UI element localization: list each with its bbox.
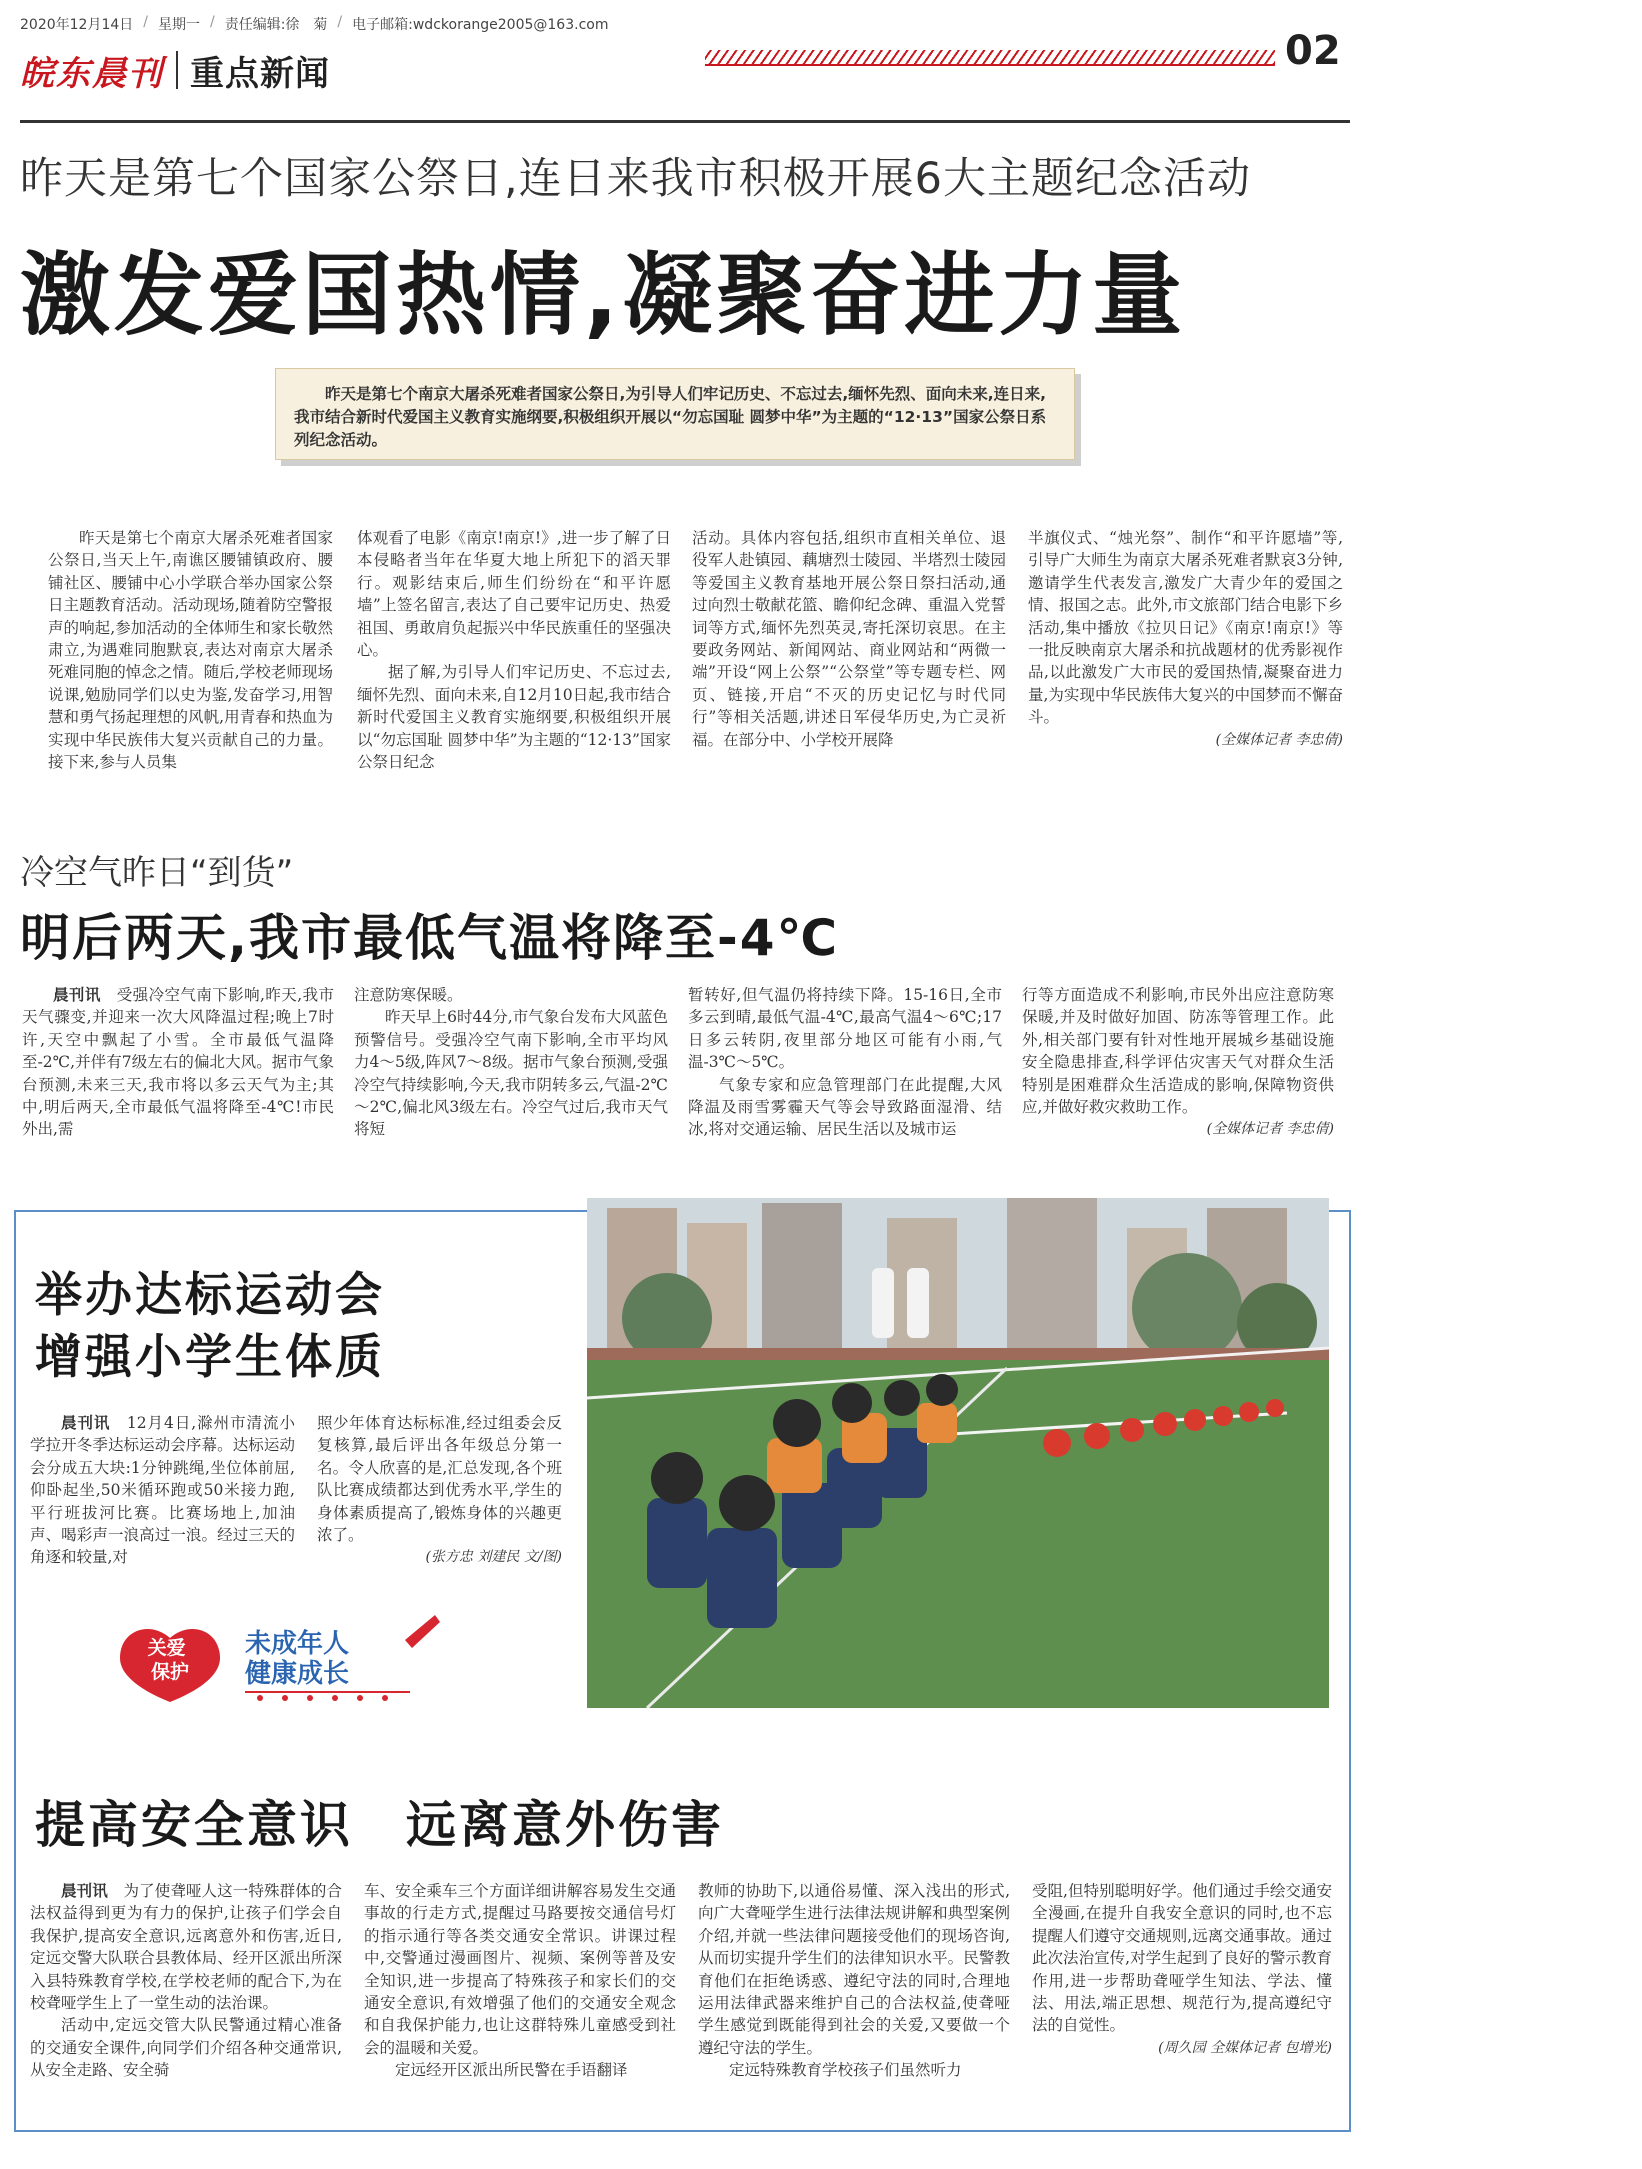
paragraph [22,984,334,1141]
article2-kicker: 冷空气昨日“到货” [20,853,294,893]
paragraph: 车、安全乘车三个方面详细讲解容易发生交通事故的行走方式,提醒过马路要按交通信号灯的指示通行等各类交通安全常识。讲课过程中,交警通过漫画图片、视频、案例等普及安全知识,进一步提高了特殊孩子和家长们的交通安全意识,有效增强了他们的交通安全观念和自我保护能力,也让这群特殊儿童感受到社会的温暖和关爱。 [364,1882,676,2057]
article4-column-2 [364,1880,676,2115]
article4-body [30,1880,1332,2115]
byline: (周久园 全媒体记者 包增光) [1158,2039,1332,2056]
minors-protection-logo [110,1610,450,1705]
article2-body [22,984,1334,1152]
headline-line: 举办达标运动会 [35,1268,385,1323]
article2-column-2 [354,984,668,1152]
tug-of-war-photo [587,1198,1329,1708]
paragraph: 据了解,为引导人们牢记历史、不忘过去,缅怀先烈、面向未来,自12月10日起,我市结合新时代爱国主义教育实施纲要,积极组织开展以“勿忘国耻 圆梦中华”为主题的“12·13”国家公祭日纪念 [357,663,671,772]
article4-column-4 [1032,1880,1332,2115]
article1-headline: 激发爱国热情,凝聚奋进力量 [20,243,1187,348]
article4-column-3 [698,1880,1010,2115]
issue-weekday: 星期一 [157,17,200,33]
paragraph: 定远特殊教育学校孩子们虽然听力 [729,2061,962,2080]
article2-headline: 明后两天,我市最低气温将降至-4℃ [20,909,840,967]
paragraph: 照少年体育达标标准,经过组委会反复核算,最后评出各年级总分第一名。令人欣喜的是,汇总发现,各个班队比赛成绩都达到优秀水平,学生的身体素质提高了,锻炼身体的兴趣更浓了。 [317,1414,562,1545]
newspaper-logo: 皖东晨刊 [20,53,164,94]
paragraph: 气象专家和应急管理部门在此提醒,大风降温及雨雪雾霾天气等会导致路面湿滑、结冰,将对交通运输、居民生活以及城市运 [688,1075,1002,1139]
article1-body [48,527,1343,785]
article1-column-3 [692,527,1006,785]
article4-headline: 提高安全意识 远离意外伤害 [35,1796,724,1854]
dateline: 晨刊讯 [53,986,101,1004]
paragraph-text: 受强冷空气南下影响,昨天,我市天气骤变,并迎来一次大风降温过程;晚上7时许,天空中飘起了小雪。全市最低气温降至-2℃,并伴有7级左右的偏北大风。据市气象台预测,未来三天,我市将以多云天气为主;其中,明后两天,全市最低气温将降至-4℃!市民外出,需 [22,986,334,1139]
logo-graphic [110,1610,450,1705]
article3-column-2 [317,1412,562,1597]
paragraph: 活动。具体内容包括,组织市直相关单位、退役军人赴镇园、藕塘烈士陵园、半塔烈士陵园等爱国主义教育基地开展公祭日祭扫活动,通过向烈士敬献花篮、瞻仰纪念碑、重温入党誓词等方式,缅怀先烈英灵,寄托深切哀思。在主要政务网站、新闻网站、商业网站和“两微一端”开设“网上公祭”“公祭堂”等专题专栏、网页、链接,开启“不灭的历史记忆与时代同行”等相关活题,讲述日军侵华历史,为亡灵祈福。在部分中、小学校开展降 [692,529,1006,749]
article2-column-3 [688,984,1002,1152]
masthead-divider [176,51,178,89]
paragraph: 暂转好,但气温仍将持续下降。15-16日,全市多云到晴,最低气温-4℃,最高气温4～6℃;17日多云转阴,夜里部分地区可能有小雨,气温-3℃～5℃。 [688,986,1002,1072]
article1-column-1 [48,527,333,785]
decorative-red-line [705,64,1275,66]
article3-body [30,1412,562,1597]
dateline: 晨刊讯 [61,1882,108,1900]
section-title: 重点新闻 [190,53,330,94]
page-info-bar: 2020年12月14日 / 星期一 / 责任编辑:徐 菊 / 电子邮箱:wdckorange2005@163.com [20,14,609,33]
paragraph [30,1880,342,2014]
paragraph: 受阻,但特别聪明好学。他们通过手绘交通安全漫画,在提升自我安全意识的同时,也不忘提醒人们遵守交通规则,远离交通事故。通过此次法治宣传,对学生起到了良好的警示教育作用,进一步帮助聋哑学生知法、学法、懂法、用法,端正思想、规范行为,提高遵纪守法的自觉性。 [1032,1882,1332,2035]
article1-column-2 [357,527,671,785]
article3-column-1 [30,1412,295,1597]
paragraph: 昨天是第七个南京大屠杀死难者国家公祭日,当天上午,南谯区腰铺镇政府、腰铺社区、腰铺中心小学联合举办国家公祭日主题教育活动。活动现场,随着防空警报声的响起,参加活动的全体师生和家长敬然肃立,为遇难同胞默哀,表达对南京大屠杀死难同胞的悼念之情。随后,学校老师现场说课,勉励同学们以史为鉴,发奋学习,用智慧和勇气扬起理想的风帆,用青春和热血为实现中华民族伟大复兴贡献自己的力量。接下来,参与人员集 [48,529,333,772]
logo-right-line2: 健康成长 [245,1659,350,1689]
paragraph: 半旗仪式、“烛光祭”、制作“和平许愿墙”等,引导广大师生为南京大屠杀死难者默哀3分钟,邀请学生代表发言,激发广大青少年的爱国之情、报国之志。此外,市文旅部门结合电影下乡活动,集中播放《拉贝日记》《南京!南京!》等一批反映南京大屠杀和抗战题材的优秀影视作品,以此激发广大市民的爱国热情,凝聚奋进力量,为实现中华民族伟大复兴的中国梦而不懈奋斗。 [1028,529,1343,727]
headline-line: 增强小学生体质 [35,1330,385,1385]
paragraph: 活动中,定远交管大队民警通过精心准备的交通安全课件,向同学们介绍各种交通常识,从安全走路、安全骑 [30,2016,342,2080]
paragraph: 行等方面造成不利影响,市民外出应注意防寒保暖,并及时做好加固、防冻等管理工作。此外,相关部门要有针对性地开展城乡基础设施安全隐患排查,科学评估灾害天气对群众生活特别是困难群众生活造成的影响,保障物资供应,并做好救灾救助工作。 [1022,986,1334,1117]
responsible-editor: 责任编辑:徐 菊 [224,17,328,33]
paragraph: 体观看了电影《南京!南京!》,进一步了解了日本侵略者当年在华夏大地上所犯下的滔天罪行。观影结束后,师生们纷纷在“和平许愿墙”上签名留言,表达了自己要牢记历史、热爱祖国、勇敢肩负起振兴中华民族重任的坚强决心。 [357,529,671,660]
dateline: 晨刊讯 [61,1414,111,1432]
article1-kicker: 昨天是第七个国家公祭日,连日来我市积极开展6大主题纪念活动 [20,154,1252,204]
article2-column-1 [22,984,334,1152]
masthead [20,40,330,100]
paragraph: 教师的协助下,以通俗易懂、深入浅出的形式,向广大聋哑学生进行法律法规讲解和典型案例介绍,并就一些法律问题接受他们的现场咨询,从而切实提升学生们的法律知识水平。民警教育他们在拒绝诱惑、遵纪守法的同时,合理地运用法律武器来维护自己的合法权益,使聋哑学生感觉到既能得到社会的关爱,又要做一个遵纪守法的学生。 [698,1882,1010,2057]
paragraph [30,1412,295,1569]
page-number: 02 [1285,28,1341,74]
article2-column-4 [1022,984,1334,1152]
byline: (全媒体记者 李忠倩) [1206,1121,1334,1138]
paragraph-text: 12月4日,滁州市清流小学拉开冬季达标运动会序幕。达标运动会分成五大块:1分钟跳绳,坐位体前屈,仰卧起坐,50米循环跑或50米接力跑,平行班拔河比赛。比赛场地上,加油声、喝彩声一浪高过一浪。经过三天的角逐和较量,对 [30,1414,295,1567]
issue-date: 2020年12月14日 [20,17,134,33]
paragraph: 昨天早上6时44分,市气象台发布大风蓝色预警信号。受强冷空气南下影响,全市平均风力4～5级,阵风7～8级。据市气象台预测,受强冷空气持续影响,今天,我市阴转多云,气温-2℃～2℃,偏北风3级左右。冷空气过后,我市天气将短 [354,1008,668,1139]
header-rule [20,120,1350,123]
pencil-icon [405,1615,440,1648]
byline: (张方忠 刘建民 文/图) [425,1549,562,1566]
article4-column-1 [30,1880,342,2115]
logo-left-text: 关爱 保护 [147,1637,190,1683]
byline: (全媒体记者 李忠倩) [1215,731,1343,748]
editor-email: 电子邮箱:wdckorange2005@163.com [352,17,609,33]
paragraph: 注意防寒保暖。 [354,986,463,1004]
photo-illustration [587,1198,1329,1708]
paragraph-text: 为了使聋哑人这一特殊群体的合法权益得到更为有力的保护,让孩子们学会自我保护,提高安全意识,远离意外和伤害,近日,定远交警大队联合县教体局、经开区派出所深入县特殊教育学校,在学校老师的配合下,为在校聋哑学生上了一堂生动的法治课。 [30,1882,342,2013]
article3-headline [35,1265,385,1389]
article1-column-4 [1028,527,1343,785]
article1-lead-box: 昨天是第七个南京大屠杀死难者国家公祭日,为引导人们牢记历史、不忘过去,缅怀先烈、面向未来,连日来,我市结合新时代爱国主义教育实施纲要,积极组织开展以“勿忘国耻 圆梦中华”为主题的“12·13”国家公祭日系列纪念活动。 [275,368,1075,460]
paragraph: 定远经开区派出所民警在手语翻译 [395,2061,628,2080]
decorative-hatch-bar [705,50,1275,64]
logo-right-line1: 未成年人 [245,1629,350,1659]
